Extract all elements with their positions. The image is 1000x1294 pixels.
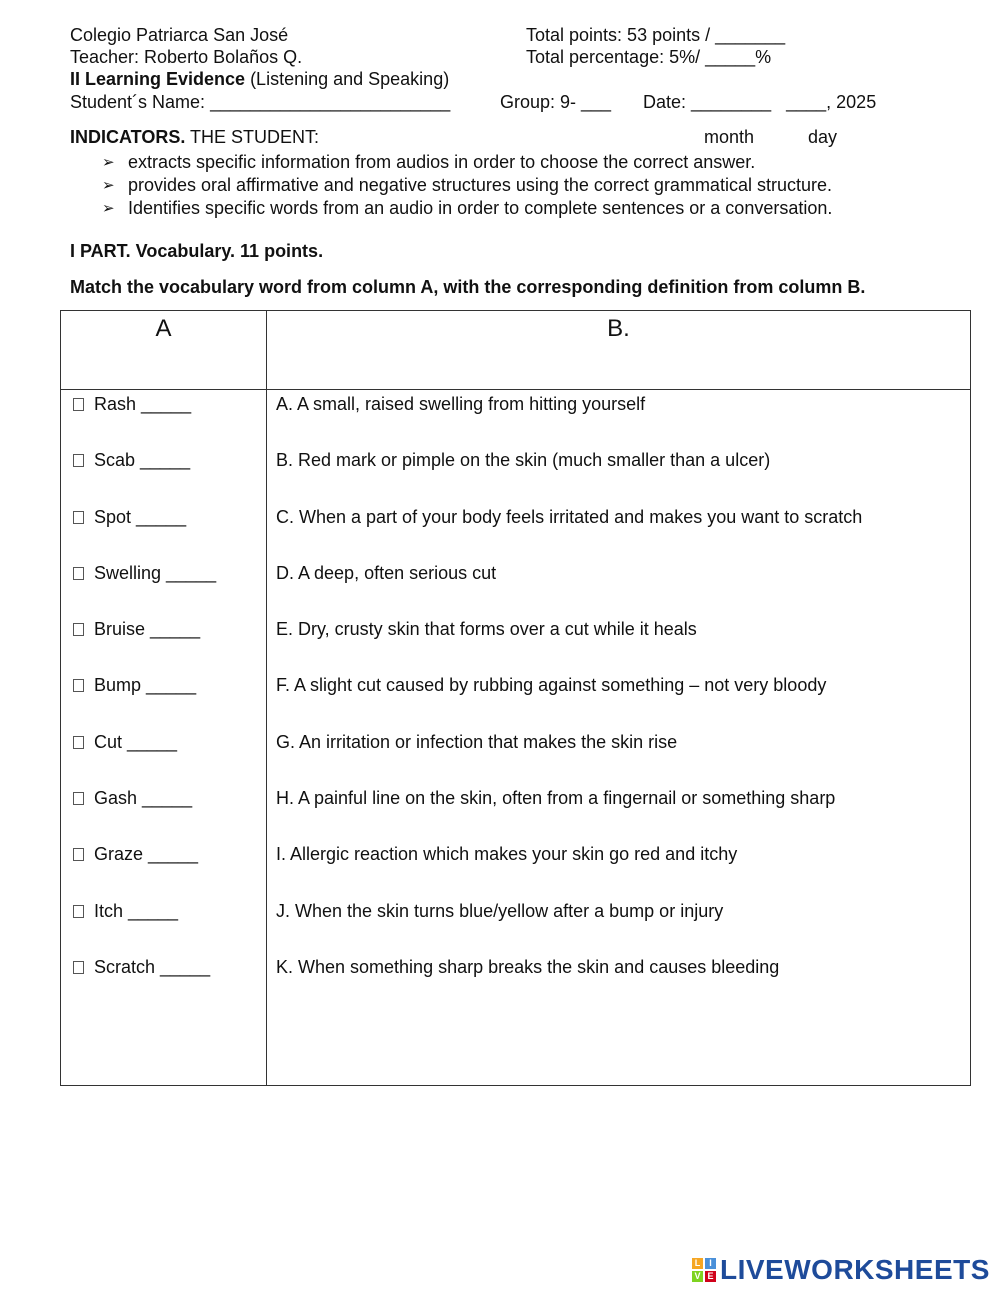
word-label: Scratch _____ (94, 956, 211, 977)
day-label: day (808, 127, 838, 147)
word-item[interactable] (73, 617, 266, 673)
teacher-name: Teacher: Roberto Bolaños Q. (70, 47, 303, 67)
word-item[interactable] (73, 899, 266, 955)
word-item[interactable] (73, 730, 266, 786)
evidence-title-bold: II Learning Evidence (70, 69, 246, 89)
definition-item: E. Dry, crusty skin that forms over a cut while it heals (276, 619, 697, 640)
word-item[interactable] (73, 786, 266, 842)
liveworksheets-mark-icon (692, 1258, 716, 1282)
month-label: month (704, 127, 755, 147)
total-points: Total points: 53 points / _______ (526, 25, 786, 45)
student-name-field: Student´s Name: ________________________ (70, 92, 451, 112)
checkbox-icon[interactable] (73, 398, 84, 411)
checkbox-icon[interactable] (73, 848, 84, 861)
checkbox-icon[interactable] (73, 567, 84, 580)
evidence-title-rest: (Listening and Speaking) (245, 69, 450, 89)
evidence-title (70, 68, 449, 90)
definition-item: J. When the skin turns blue/yellow after a bump or injury (276, 900, 724, 921)
word-item[interactable] (73, 673, 266, 729)
word-item[interactable] (73, 955, 266, 1011)
group-field: Group: 9- ___ (500, 92, 612, 112)
matching-table (60, 310, 971, 1086)
indicators-title-bold: INDICATORS. (70, 127, 186, 147)
definition-item: C. When a part of your body feels irritated and makes you want to scratch (276, 506, 863, 527)
definition-item: B. Red mark or pimple on the skin (much smaller than a ulcer) (276, 450, 771, 471)
total-percentage: Total percentage: 5%/ _____% (526, 47, 772, 67)
column-b-list (267, 390, 971, 1086)
checkbox-icon[interactable] (73, 511, 84, 524)
arrow-bullet-icon: ➢ (102, 177, 115, 194)
part1-instruction: Match the vocabulary word from column A, with the corresponding definition from column B. (70, 277, 866, 297)
indicators-title (70, 126, 319, 148)
word-item[interactable] (73, 448, 266, 504)
indicator-item (102, 197, 832, 220)
checkbox-icon[interactable] (73, 961, 84, 974)
checkbox-icon[interactable] (73, 623, 84, 636)
word-label: Spot _____ (94, 506, 187, 527)
liveworksheets-logo[interactable] (692, 1255, 990, 1285)
word-label: Graze _____ (94, 844, 199, 865)
arrow-bullet-icon: ➢ (102, 200, 115, 217)
word-label: Cut _____ (94, 731, 178, 752)
logo-mark-letter: I (705, 1258, 716, 1269)
part1-title: I PART. Vocabulary. 11 points. (70, 241, 324, 261)
indicator-item (102, 151, 832, 174)
word-label: Bump _____ (94, 675, 197, 696)
indicators-list (102, 151, 832, 220)
school-name: Colegio Patriarca San José (70, 25, 289, 45)
checkbox-icon[interactable] (73, 454, 84, 467)
word-label: Rash _____ (94, 394, 192, 414)
logo-text: LIVEWORKSHEETS (720, 1254, 990, 1285)
checkbox-icon[interactable] (73, 792, 84, 805)
word-item[interactable] (73, 392, 266, 448)
checkbox-icon[interactable] (73, 736, 84, 749)
definition-item: A. A small, raised swelling from hitting yourself (276, 394, 646, 414)
definition-item: H. A painful line on the skin, often from a fingernail or something sharp (276, 788, 836, 809)
definition-item: F. A slight cut caused by rubbing against something – not very bloody (276, 675, 827, 696)
word-label: Scab _____ (94, 450, 191, 471)
word-label: Bruise _____ (94, 619, 201, 640)
indicator-text: provides oral affirmative and negative structures using the correct grammatical structure. (128, 175, 832, 195)
definition-item: K. When something sharp breaks the skin and causes bleeding (276, 956, 780, 977)
definition-item: I. Allergic reaction which makes your skin go red and itchy (276, 844, 738, 865)
word-item[interactable] (73, 842, 266, 898)
logo-mark-letter: V (692, 1271, 703, 1282)
checkbox-icon[interactable] (73, 679, 84, 692)
logo-mark-letter: L (692, 1258, 703, 1269)
indicator-text: extracts specific information from audios in order to choose the correct answer. (128, 152, 756, 172)
indicator-item (102, 174, 832, 197)
word-label: Gash _____ (94, 788, 193, 809)
arrow-bullet-icon: ➢ (102, 154, 115, 171)
word-label: Itch _____ (94, 900, 179, 921)
word-label: Swelling _____ (94, 562, 217, 583)
definition-item: D. A deep, often serious cut (276, 562, 497, 583)
definition-item: G. An irritation or infection that makes the skin rise (276, 731, 678, 752)
indicator-text: Identifies specific words from an audio in order to complete sentences or a conversation. (128, 198, 833, 218)
column-a-header: A (61, 311, 267, 390)
column-a-list (61, 390, 267, 1086)
indicators-title-rest: THE STUDENT: (185, 127, 320, 147)
date-field: Date: ________ ____, 2025 (643, 92, 877, 112)
column-b-header: B. (267, 311, 971, 390)
word-item[interactable] (73, 561, 266, 617)
checkbox-icon[interactable] (73, 905, 84, 918)
logo-mark-letter: E (705, 1271, 716, 1282)
word-item[interactable] (73, 505, 266, 561)
